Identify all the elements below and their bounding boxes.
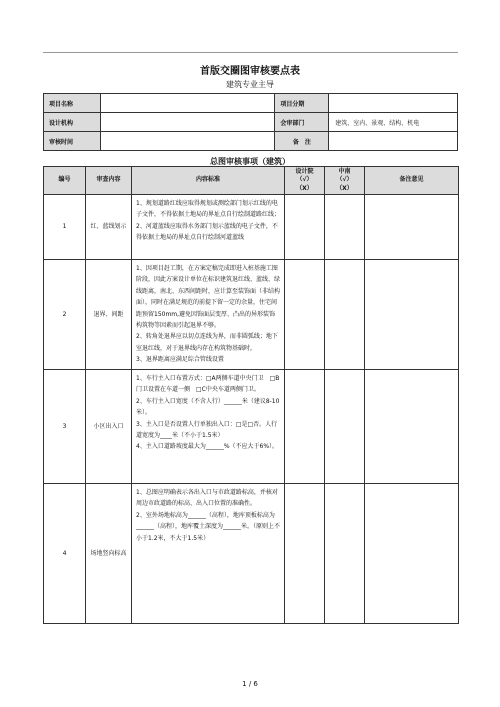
standard-line: 1、总图应明确表示各出入口与市政道路标高，并核对周边市政道路的标高、出入口位置的准确性。 (136, 489, 278, 508)
row-standard (132, 195, 285, 260)
design-org-field[interactable] (100, 113, 275, 132)
row-num: 4 (44, 484, 86, 624)
remark-cell[interactable] (365, 195, 459, 260)
project-name-label: 项目名称 (44, 94, 101, 113)
signoff-dept-label: 会审部门 (275, 113, 329, 132)
remark-cell[interactable] (365, 484, 459, 624)
review-items-table (43, 166, 459, 624)
standard-line: 3、退界距离应满足综合管线设置 (136, 356, 224, 364)
remark-cell[interactable] (365, 260, 459, 370)
design-check-cell[interactable] (285, 195, 325, 260)
table-row (44, 195, 459, 260)
table-row (44, 370, 459, 484)
row-content: 小区出入口 (86, 370, 132, 484)
row-num: 2 (44, 260, 86, 370)
row-num: 3 (44, 370, 86, 484)
page-number: 1 / 6 (242, 680, 258, 688)
project-phase-label: 项目分期 (275, 94, 329, 113)
standard-line: 1、规划道路红线应取得规划或测绘部门划示红线的电子文件，不得依据土地局的界址点自行绘制道路红线； (136, 200, 281, 219)
row-num: 1 (44, 195, 86, 260)
header-standard: 内容标准 (132, 167, 285, 195)
design-check-cell[interactable] (285, 484, 325, 624)
table-row (44, 260, 459, 370)
design-check-cell[interactable] (285, 370, 325, 484)
header-remark: 备注意见 (365, 167, 459, 195)
south-check-cell[interactable] (325, 484, 365, 624)
header-num: 编号 (44, 167, 86, 195)
header-content: 审查内容 (86, 167, 132, 195)
row-content: 退界、间距 (86, 260, 132, 370)
project-name-field[interactable] (100, 94, 275, 113)
row-standard (132, 484, 285, 624)
standard-line: 1、因项目赶工期，在方案定稿完成即进入桩基施工图阶段，因此方案设计单位在标识建筑退红线、蓝线、绿线距离，南北、东西间距时，应计算至装饰面（非结构面），同时在满足规范的前提下留一定的余量，住宅间距预留150mm,避免因饰面层变厚、凸出的异形装饰构筑物等因素而引起退界不够。 (136, 265, 281, 329)
standard-line: 2、河道蓝线应取得水务部门划示蓝线的电子文件，不得依据土地局的界址点自行绘制河道蓝线 (136, 222, 278, 242)
remarks-field[interactable] (329, 132, 458, 151)
row-standard (132, 260, 285, 370)
south-check-cell[interactable] (325, 195, 365, 260)
review-time-field[interactable] (100, 132, 275, 151)
header-design-check: 设计院 （√） （X） (285, 167, 325, 195)
row-content: 场地竖向标高 (86, 484, 132, 624)
row-content: 红、蓝线划示 (86, 195, 132, 260)
section-title: 总图审核事项（建筑） (210, 157, 290, 166)
header-rule (43, 52, 458, 53)
project-phase-field[interactable] (329, 94, 458, 113)
remark-cell[interactable] (365, 370, 459, 484)
standard-line: 4、主入口道路坡度最大为______%（不应大于6%）。 (136, 443, 279, 451)
south-check-cell[interactable] (325, 370, 365, 484)
table-row (44, 484, 459, 624)
design-check-cell[interactable] (285, 260, 325, 370)
project-info-table (43, 93, 458, 151)
standard-line: 2、车行主入口宽度（不含人行）______米（建议8-10米）。 (136, 397, 280, 417)
row-standard (132, 370, 285, 484)
standard-line: 1、车行主入口布置方式：□A两侧车道中央门卫 □B门卫设置在车道一侧 □C中央车道两侧门卫。 (136, 375, 280, 394)
design-org-label: 设计机构 (44, 113, 101, 132)
header-south-check: 中南 （√） （X） (325, 167, 365, 195)
standard-line: 3、主入口是否设置人行单独出入口：□是□否。人行道宽度为____米（不小于1.5米） (136, 420, 278, 439)
south-check-cell[interactable] (325, 260, 365, 370)
page-title: 首版交圈图审核要点表 (200, 66, 300, 77)
standard-line: 2、转角处退界应以切点连线为界，而非圆弧线；地下室退红线，对于退界线内存在构筑物基础时， (136, 333, 278, 352)
standard-line: 2、室外场地标高为______（高程），地库顶板标高为______（高程），地库覆土深度为______米。（原则上不小于1.2米，不大于1.5米） (136, 511, 281, 542)
page-subtitle: 建筑专业主导 (226, 80, 274, 89)
remarks-label: 备 注 (275, 132, 329, 151)
signoff-dept-value: 建筑、室内、景观、结构、机电 (329, 113, 458, 132)
review-time-label: 审核时间 (44, 132, 101, 151)
